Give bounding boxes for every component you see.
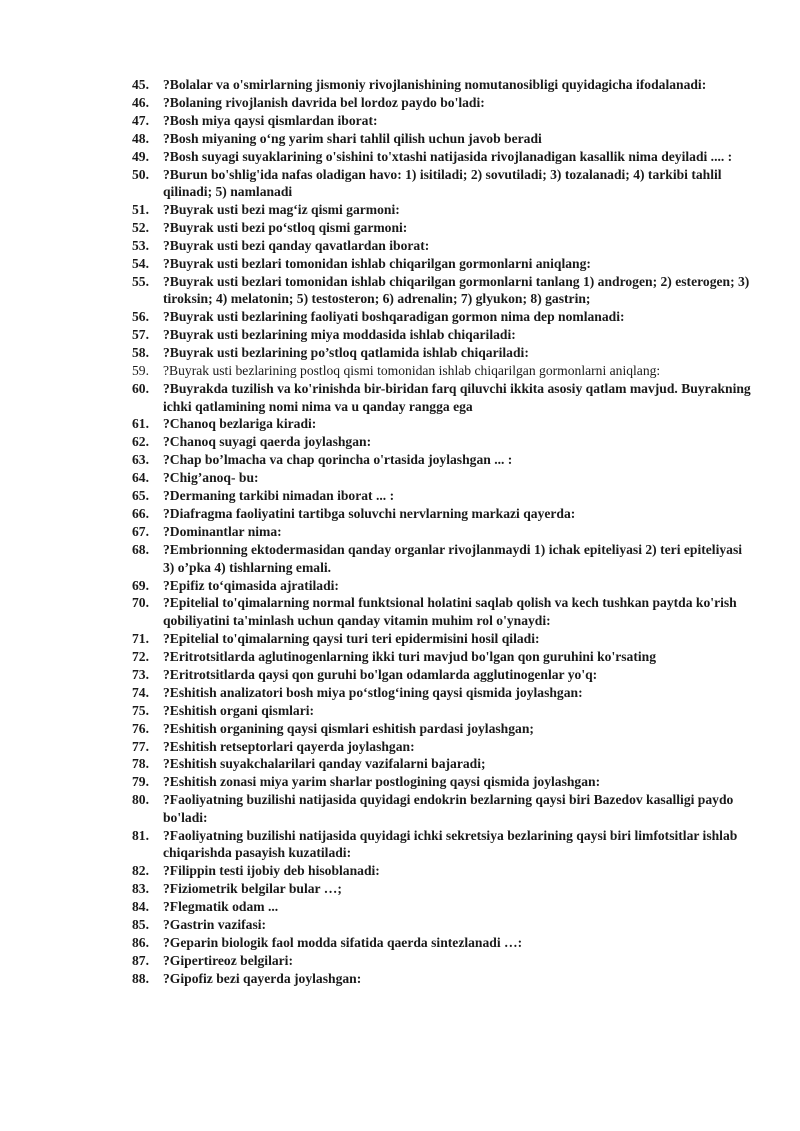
question-text: ?Bosh suyagi suyaklarining o'sishini to'xtashi natijasida rivojlanadigan kasallik nima deyiladi .... : — [163, 148, 733, 164]
question-item — [132, 970, 752, 987]
question-number: 69. — [132, 577, 149, 593]
question-text: ?Buyrak usti bezlarining po’stloq qatlamida ishlab chiqariladi: — [163, 345, 529, 361]
question-item — [132, 326, 752, 343]
question-number: 73. — [132, 666, 149, 682]
question-text: ?Diafragma faoliyatini tartibga soluvchi nervlarning markazi qayerda: — [163, 506, 576, 522]
question-number: 72. — [132, 648, 149, 664]
question-item — [132, 523, 752, 540]
question-item — [132, 308, 752, 325]
question-number: 53. — [132, 238, 149, 254]
question-text: ?Flegmatik odam ... — [163, 899, 279, 915]
question-text: ?Eritrotsitlarda aglutinogenlarning ikki turi mavjud bo'lgan qon guruhini ko'rsating — [163, 648, 656, 664]
question-text: ?Buyrak usti bezlari tomonidan ishlab chiqarilgan gormonlarni tanlang 1) androgen; 2) esterogen; 3) tiroksin; 4) melatonin; 5) testosteron; 6) adrenalin; 7) glyukon; 8) gastrin; — [163, 273, 750, 307]
question-number: 74. — [132, 684, 149, 700]
question-number: 79. — [132, 774, 149, 790]
question-number: 47. — [132, 112, 149, 128]
question-number: 81. — [132, 827, 149, 843]
question-number: 86. — [132, 934, 149, 950]
question-number: 46. — [132, 94, 149, 110]
question-number: 68. — [132, 542, 149, 558]
question-number: 48. — [132, 130, 149, 146]
question-number: 61. — [132, 416, 149, 432]
question-text: ?Chanoq suyagi qaerda joylashgan: — [163, 434, 372, 450]
question-text: ?Eritrotsitlarda qaysi qon guruhi bo'lgan odamlarda agglutinogenlar yo'q: — [163, 666, 598, 682]
question-item — [132, 469, 752, 486]
question-item — [132, 76, 752, 93]
question-text: ?Epitelial to'qimalarning normal funktsional holatini saqlab qolish va kech tushkan paytda ko'rish qobiliyatini ta'minlash uchun qanday vitamin muhim rol o'ynaydi: — [163, 595, 737, 628]
question-number: 58. — [132, 345, 149, 361]
question-item — [132, 684, 752, 701]
question-item — [132, 451, 752, 468]
question-number: 63. — [132, 452, 149, 468]
question-text: ?Chanoq bezlariga kiradi: — [163, 416, 317, 432]
question-item — [132, 201, 752, 218]
question-number: 87. — [132, 952, 149, 968]
question-text: ?Buyrak usti bezlari tomonidan ishlab chiqarilgan gormonlarni aniqlang: — [163, 255, 591, 271]
question-number: 66. — [132, 506, 149, 522]
question-item — [132, 880, 752, 897]
question-item — [132, 827, 752, 862]
question-item — [132, 952, 752, 969]
question-text: ?Buyrak usti bezlarining postloq qismi tomonidan ishlab chiqarilgan gormonlarni aniqlang: — [163, 363, 661, 379]
question-text: ?Buyrak usti bezlarining miya moddasida ishlab chiqariladi: — [163, 327, 516, 343]
question-text: ?Epitelial to'qimalarning qaysi turi teri epidermisini hosil qiladi: — [163, 630, 540, 646]
question-item — [132, 505, 752, 522]
question-item — [132, 720, 752, 737]
question-item — [132, 702, 752, 719]
question-number: 77. — [132, 738, 149, 754]
question-item — [132, 630, 752, 647]
question-text: ?Bosh miyaning o‘ng yarim shari tahlil qilish uchun javob beradi — [163, 130, 542, 146]
question-number: 52. — [132, 220, 149, 236]
question-text: ?Filippin testi ijobiy deb hisoblanadi: — [163, 863, 380, 879]
question-item — [132, 166, 752, 201]
question-number: 56. — [132, 309, 149, 325]
question-item — [132, 916, 752, 933]
question-number: 70. — [132, 595, 149, 611]
question-text: ?Bolaning rivojlanish davrida bel lordoz paydo bo'ladi: — [163, 94, 485, 110]
question-text: ?Gipertireoz belgilari: — [163, 952, 293, 968]
question-number: 54. — [132, 255, 149, 271]
question-number: 76. — [132, 720, 149, 736]
question-item — [132, 148, 752, 165]
question-text: ?Chap bo’lmacha va chap qorincha o'rtasida joylashgan ... : — [163, 452, 513, 468]
question-text: ?Eshitish zonasi miya yarim sharlar postlogining qaysi qismida joylashgan: — [163, 774, 601, 790]
question-number: 82. — [132, 863, 149, 879]
question-item — [132, 237, 752, 254]
question-text: ?Bosh miya qaysi qismlardan iborat: — [163, 112, 378, 128]
question-number: 64. — [132, 470, 149, 486]
question-item — [132, 415, 752, 432]
question-item — [132, 273, 752, 308]
question-item — [132, 219, 752, 236]
question-text: ?Faoliyatning buzilishi natijasida quyidagi ichki sekretsiya bezlarining qaysi biri limfotsitlar ishlab chiqarishda pasayish kuzatiladi: — [163, 827, 738, 861]
question-item — [132, 487, 752, 504]
question-item — [132, 362, 752, 379]
question-number: 60. — [132, 381, 149, 397]
question-number: 57. — [132, 327, 149, 343]
question-item — [132, 344, 752, 361]
question-item — [132, 577, 752, 594]
question-item — [132, 773, 752, 790]
question-number: 88. — [132, 970, 149, 986]
question-number: 49. — [132, 148, 149, 164]
question-number: 65. — [132, 488, 149, 504]
question-text: ?Fiziometrik belgilar bular …; — [163, 881, 342, 897]
question-item — [132, 738, 752, 755]
question-number: 51. — [132, 202, 149, 218]
question-number: 75. — [132, 702, 149, 718]
question-text: ?Eshitish suyakchalarilari qanday vazifalarni bajaradi; — [163, 756, 486, 772]
question-text: ?Epifiz to‘qimasida ajratiladi: — [163, 577, 339, 593]
question-item — [132, 648, 752, 665]
question-text: ?Bolalar va o'smirlarning jismoniy rivojlanishining nomutanosibligi quyidagicha ifodalanadi: — [163, 77, 707, 92]
question-item — [132, 130, 752, 147]
question-item — [132, 934, 752, 951]
question-text: ?Eshitish organining qaysi qismlari eshitish pardasi joylashgan; — [163, 720, 534, 736]
question-number: 67. — [132, 524, 149, 540]
question-text: ?Buyrak usti bezi po‘stloq qismi garmoni: — [163, 220, 408, 236]
question-text: ?Buyrak usti bezlarining faoliyati boshqaradigan gormon nima dep nomlanadi: — [163, 309, 625, 325]
question-number: 45. — [132, 77, 149, 92]
question-text: ?Embrionning ektodermasidan qanday organlar rivojlanmaydi 1) ichak epiteliyasi 2) teri epiteliyasi 3) o’pka 4) tishlarning emali. — [163, 542, 743, 575]
question-item — [132, 594, 752, 629]
question-item — [132, 791, 752, 826]
question-item — [132, 112, 752, 129]
question-text: ?Gastrin vazifasi: — [163, 916, 267, 932]
question-number: 80. — [132, 792, 149, 808]
question-item — [132, 898, 752, 915]
question-text: ?Dermaning tarkibi nimadan iborat ... : — [163, 488, 395, 504]
question-list — [132, 76, 752, 988]
question-number: 59. — [132, 363, 149, 379]
question-text: ?Dominantlar nima: — [163, 524, 282, 540]
question-text: ?Faoliyatning buzilishi natijasida quyidagi endokrin bezlarning qaysi biri Bazedov kasalligi paydo bo'ladi: — [163, 792, 734, 825]
question-text: ?Gipofiz bezi qayerda joylashgan: — [163, 970, 362, 986]
question-item — [132, 541, 752, 576]
question-text: ?Buyrak usti bezi mag‘iz qismi garmoni: — [163, 202, 400, 218]
question-text: ?Buyrak usti bezi qanday qavatlardan iborat: — [163, 238, 430, 254]
question-item — [132, 255, 752, 272]
question-text: ?Buyrakda tuzilish va ko'rinishda bir-biridan farq qiluvchi ikkita asosiy qatlam mavjud. Buyrakning ichki qatlamining nomi nima va u qanday rangga ega — [163, 381, 751, 414]
question-text: ?Burun bo'shlig'ida nafas oladigan havo: 1) isitiladi; 2) sovutiladi; 3) tozalanadi; 4) tarkibi tahlil qilinadi; 5) namlanadi — [163, 166, 722, 200]
question-number: 71. — [132, 630, 149, 646]
question-item — [132, 755, 752, 772]
question-item — [132, 666, 752, 683]
question-number: 55. — [132, 273, 149, 289]
question-text: ?Eshitish analizatori bosh miya po‘stlog‘ining qaysi qismida joylashgan: — [163, 684, 583, 700]
question-number: 62. — [132, 434, 149, 450]
question-text: ?Geparin biologik faol modda sifatida qaerda sintezlanadi …: — [163, 934, 523, 950]
question-number: 85. — [132, 916, 149, 932]
question-number: 78. — [132, 756, 149, 772]
question-item — [132, 433, 752, 450]
question-number: 50. — [132, 166, 149, 182]
question-number: 83. — [132, 881, 149, 897]
question-text: ?Eshitish retseptorlari qayerda joylashgan: — [163, 738, 415, 754]
question-item — [132, 94, 752, 111]
question-text: ?Chig’anoq- bu: — [163, 470, 259, 486]
question-item — [132, 862, 752, 879]
question-text: ?Eshitish organi qismlari: — [163, 702, 315, 718]
question-item — [132, 380, 752, 415]
question-number: 84. — [132, 899, 149, 915]
